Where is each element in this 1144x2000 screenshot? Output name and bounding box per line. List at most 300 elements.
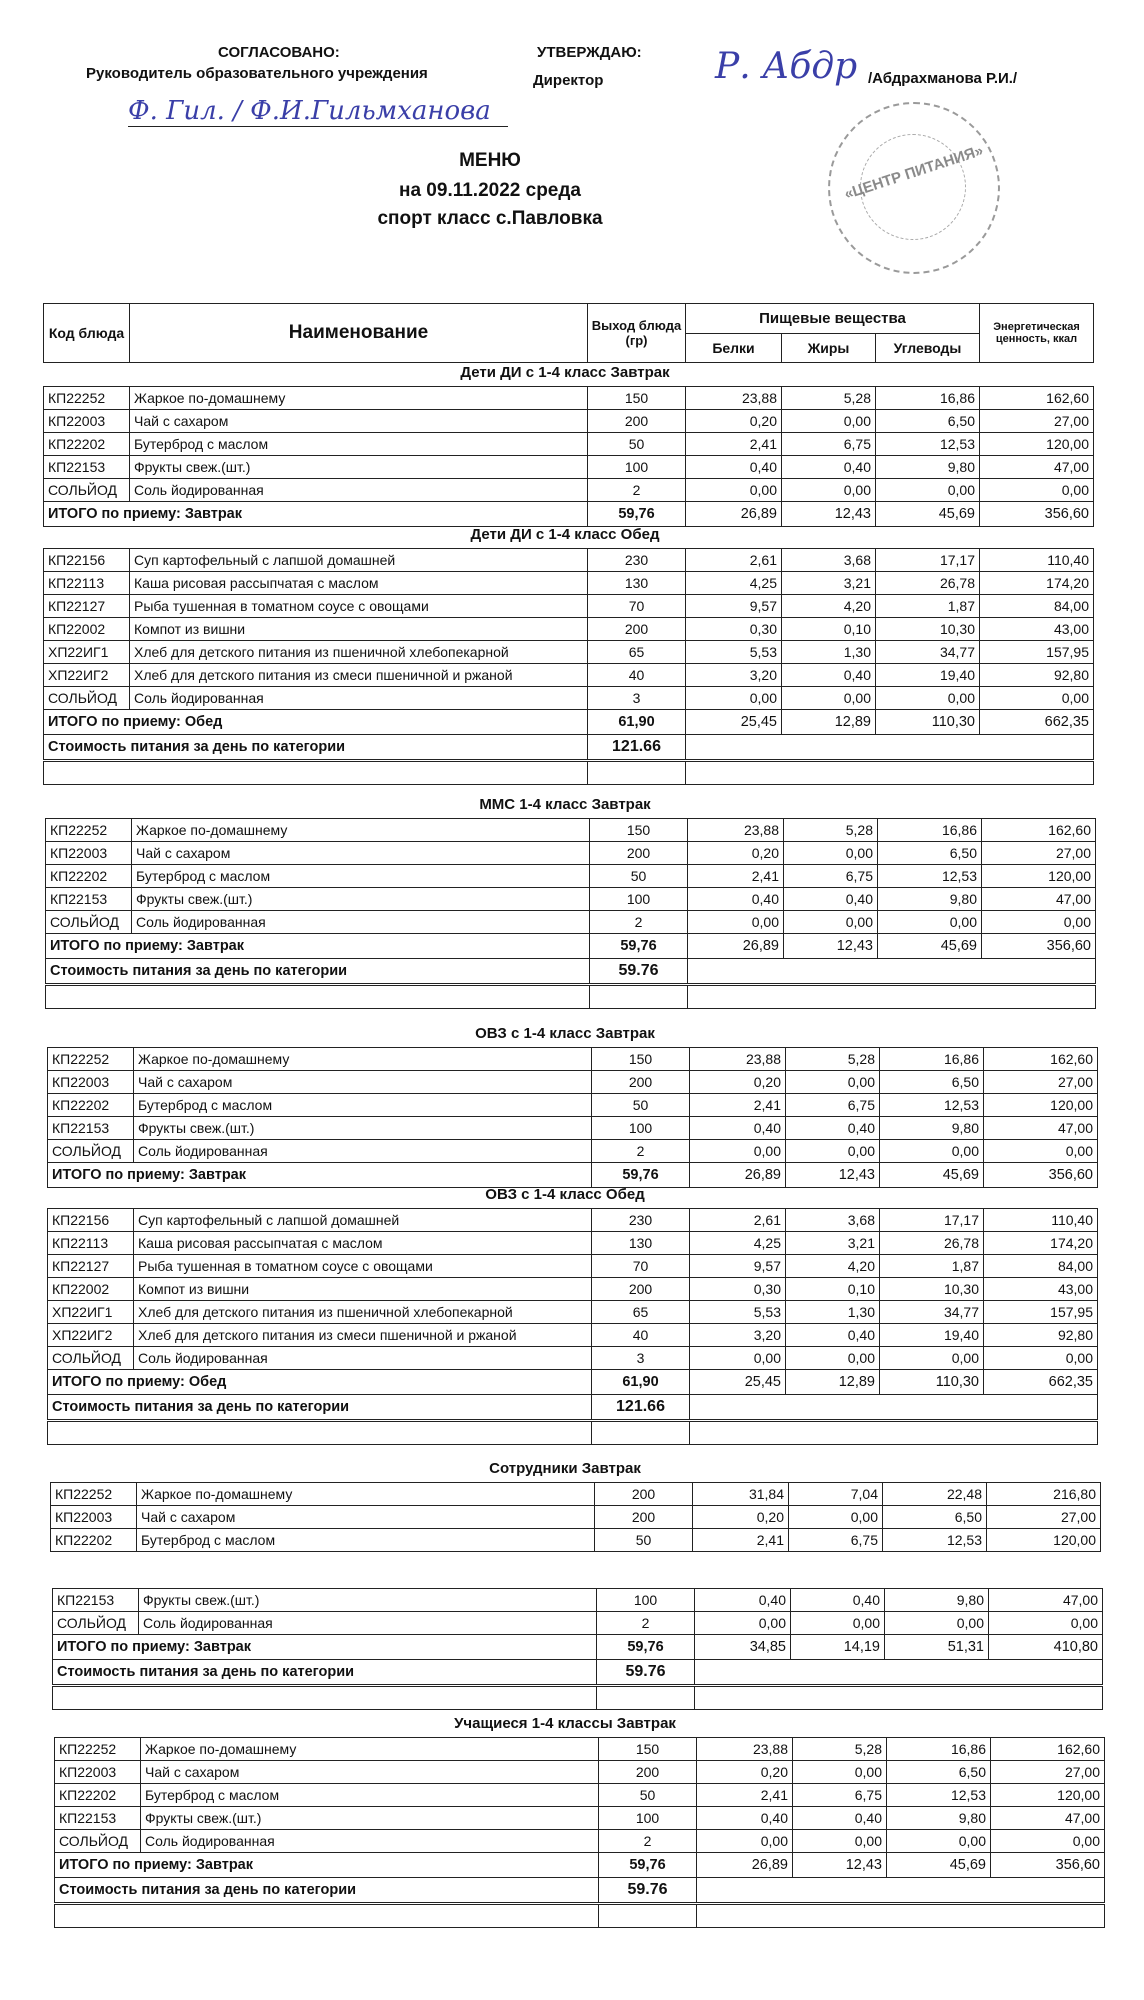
dish-carbs: 9,80 xyxy=(880,1117,984,1140)
dish-code: КП22153 xyxy=(55,1807,141,1830)
dish-code: СОЛЬЙОД xyxy=(48,1347,134,1370)
section-title: Дети ДИ с 1-4 класс Обед xyxy=(470,526,660,543)
dish-fat: 0,00 xyxy=(784,842,878,865)
dish-fat: 6,75 xyxy=(784,865,878,888)
dish-code: КП22153 xyxy=(46,888,132,911)
section-title: ММС 1-4 класс Завтрак xyxy=(479,796,651,813)
director-signature: Р. Абдр xyxy=(715,46,858,87)
total-protein: 26,89 xyxy=(690,1163,786,1188)
daily-cost-row xyxy=(46,959,1096,985)
total-energy: 356,60 xyxy=(991,1853,1105,1878)
dish-name: Соль йодированная xyxy=(132,911,590,934)
table-row xyxy=(46,911,1096,934)
table-row xyxy=(44,664,1094,687)
total-output: 59,76 xyxy=(588,502,686,527)
dish-name: Бутерброд с маслом xyxy=(130,433,588,456)
table-row xyxy=(48,1209,1098,1232)
dish-name: Жаркое по-домашнему xyxy=(130,387,588,410)
menu-class-location: спорт класс с.Павловка xyxy=(377,208,603,229)
total-energy: 356,60 xyxy=(984,1163,1098,1188)
total-protein: 26,89 xyxy=(697,1853,793,1878)
header-carbs: Углеводы xyxy=(876,334,980,363)
blank-cell xyxy=(55,1904,599,1928)
dish-carbs: 0,00 xyxy=(885,1612,989,1635)
dish-name: Хлеб для детского питания из пшеничной хлебопекарной xyxy=(130,641,588,664)
daily-cost-value: 59.76 xyxy=(599,1878,697,1904)
menu-table xyxy=(50,1482,1101,1552)
dish-protein: 0,30 xyxy=(686,618,782,641)
dish-energy: 110,40 xyxy=(980,549,1094,572)
dish-fat: 3,21 xyxy=(786,1232,880,1255)
total-label: ИТОГО по приему: Завтрак xyxy=(46,934,590,959)
table-row xyxy=(51,1483,1101,1506)
total-carbs: 51,31 xyxy=(885,1635,989,1660)
dish-fat: 1,30 xyxy=(786,1301,880,1324)
dish-name: Чай с сахаром xyxy=(132,842,590,865)
dish-energy: 216,80 xyxy=(987,1483,1101,1506)
daily-cost-empty xyxy=(688,959,1096,985)
dish-fat: 6,75 xyxy=(793,1784,887,1807)
header-fat: Жиры xyxy=(782,334,876,363)
dish-code: СОЛЬЙОД xyxy=(53,1612,139,1635)
dish-fat: 3,68 xyxy=(782,549,876,572)
table-row xyxy=(46,865,1096,888)
dish-carbs: 6,50 xyxy=(876,410,980,433)
dish-protein: 0,20 xyxy=(690,1071,786,1094)
dish-output: 2 xyxy=(590,911,688,934)
table-row xyxy=(44,618,1094,641)
dish-code: КП22252 xyxy=(44,387,130,410)
dish-output: 200 xyxy=(588,410,686,433)
table-row xyxy=(44,410,1094,433)
table-row xyxy=(48,1255,1098,1278)
dish-carbs: 26,78 xyxy=(876,572,980,595)
table-row xyxy=(53,1589,1103,1612)
dish-code: КП22202 xyxy=(46,865,132,888)
dish-energy: 0,00 xyxy=(984,1140,1098,1163)
blank-cell xyxy=(48,1421,592,1445)
dish-output: 3 xyxy=(592,1347,690,1370)
dish-code: КП22127 xyxy=(48,1255,134,1278)
dish-fat: 0,10 xyxy=(782,618,876,641)
dish-name: Соль йодированная xyxy=(134,1140,592,1163)
total-energy: 662,35 xyxy=(984,1370,1098,1395)
dish-name: Соль йодированная xyxy=(141,1830,599,1853)
table-row xyxy=(44,479,1094,502)
blank-cell xyxy=(53,1686,597,1710)
dish-fat: 0,10 xyxy=(786,1278,880,1301)
blank-row xyxy=(53,1686,1103,1710)
dish-protein: 23,88 xyxy=(688,819,784,842)
dish-code: КП22003 xyxy=(51,1506,137,1529)
dish-protein: 0,20 xyxy=(693,1506,789,1529)
dish-energy: 174,20 xyxy=(984,1232,1098,1255)
dish-name: Каша рисовая рассыпчатая с маслом xyxy=(134,1232,592,1255)
dish-output: 200 xyxy=(595,1483,693,1506)
dish-fat: 5,28 xyxy=(782,387,876,410)
dish-name: Соль йодированная xyxy=(130,687,588,710)
page-title: МЕНЮ xyxy=(459,150,521,171)
table-header xyxy=(43,303,1094,363)
stamp-text: «ЦЕНТР ПИТАНИЯ» xyxy=(842,142,986,203)
dish-name: Соль йодированная xyxy=(130,479,588,502)
menu-table xyxy=(43,548,1094,785)
dish-name: Жаркое по-домашнему xyxy=(132,819,590,842)
dish-output: 230 xyxy=(588,549,686,572)
dish-energy: 162,60 xyxy=(991,1738,1105,1761)
dish-name: Рыба тушенная в томатном соусе с овощами xyxy=(134,1255,592,1278)
dish-protein: 2,41 xyxy=(693,1529,789,1552)
dish-protein: 2,41 xyxy=(697,1784,793,1807)
dish-protein: 0,00 xyxy=(690,1140,786,1163)
daily-cost-row xyxy=(55,1878,1105,1904)
dish-output: 50 xyxy=(599,1784,697,1807)
dish-name: Чай с сахаром xyxy=(134,1071,592,1094)
dish-protein: 31,84 xyxy=(693,1483,789,1506)
total-row xyxy=(44,710,1094,735)
dish-output: 2 xyxy=(588,479,686,502)
blank-row xyxy=(46,985,1096,1009)
dish-carbs: 9,80 xyxy=(876,456,980,479)
total-label: ИТОГО по приему: Завтрак xyxy=(53,1635,597,1660)
table-row xyxy=(48,1048,1098,1071)
dish-code: КП22252 xyxy=(46,819,132,842)
dish-name: Каша рисовая рассыпчатая с маслом xyxy=(130,572,588,595)
total-carbs: 45,69 xyxy=(880,1163,984,1188)
dish-code: КП22113 xyxy=(44,572,130,595)
dish-carbs: 12,53 xyxy=(878,865,982,888)
dish-output: 150 xyxy=(592,1048,690,1071)
dish-fat: 0,40 xyxy=(784,888,878,911)
dish-output: 130 xyxy=(588,572,686,595)
dish-name: Фрукты свеж.(шт.) xyxy=(132,888,590,911)
total-fat: 12,89 xyxy=(782,710,876,735)
dish-protein: 0,30 xyxy=(690,1278,786,1301)
total-label: ИТОГО по приему: Завтрак xyxy=(44,502,588,527)
dish-energy: 27,00 xyxy=(984,1071,1098,1094)
blank-cell xyxy=(588,761,686,785)
blank-row xyxy=(44,761,1094,785)
menu-table xyxy=(45,818,1096,1009)
agreed-signature: Ф. Гил. / Ф.И.Гильмханова xyxy=(128,96,508,127)
menu-table xyxy=(47,1208,1098,1445)
blank-cell xyxy=(599,1904,697,1928)
table-row xyxy=(48,1301,1098,1324)
total-fat: 14,19 xyxy=(791,1635,885,1660)
total-carbs: 45,69 xyxy=(887,1853,991,1878)
blank-row xyxy=(48,1421,1098,1445)
dish-carbs: 6,50 xyxy=(887,1761,991,1784)
table-row xyxy=(51,1529,1101,1552)
dish-output: 200 xyxy=(588,618,686,641)
dish-output: 50 xyxy=(590,865,688,888)
table-row xyxy=(48,1347,1098,1370)
daily-cost-value: 59.76 xyxy=(590,959,688,985)
dish-carbs: 34,77 xyxy=(876,641,980,664)
table-row xyxy=(44,549,1094,572)
dish-protein: 0,40 xyxy=(697,1807,793,1830)
dish-energy: 157,95 xyxy=(980,641,1094,664)
blank-cell xyxy=(690,1421,1098,1445)
dish-output: 200 xyxy=(595,1506,693,1529)
dish-energy: 0,00 xyxy=(980,479,1094,502)
dish-carbs: 16,86 xyxy=(887,1738,991,1761)
agreed-label: СОГЛАСОВАНО: xyxy=(218,44,340,61)
dish-fat: 0,00 xyxy=(786,1347,880,1370)
total-row xyxy=(55,1853,1105,1878)
dish-energy: 162,60 xyxy=(982,819,1096,842)
dish-fat: 3,68 xyxy=(786,1209,880,1232)
blank-cell xyxy=(592,1421,690,1445)
dish-energy: 0,00 xyxy=(980,687,1094,710)
total-energy: 356,60 xyxy=(980,502,1094,527)
dish-name: Рыба тушенная в томатном соусе с овощами xyxy=(130,595,588,618)
dish-carbs: 22,48 xyxy=(883,1483,987,1506)
daily-cost-value: 121.66 xyxy=(588,735,686,761)
dish-energy: 27,00 xyxy=(980,410,1094,433)
dish-fat: 0,00 xyxy=(782,410,876,433)
dish-energy: 0,00 xyxy=(989,1612,1103,1635)
dish-protein: 0,40 xyxy=(695,1589,791,1612)
total-label: ИТОГО по приему: Обед xyxy=(48,1370,592,1395)
total-protein: 26,89 xyxy=(686,502,782,527)
dish-code: КП22202 xyxy=(44,433,130,456)
total-energy: 410,80 xyxy=(989,1635,1103,1660)
dish-fat: 0,00 xyxy=(786,1140,880,1163)
dish-fat: 0,00 xyxy=(789,1506,883,1529)
total-protein: 25,45 xyxy=(686,710,782,735)
dish-energy: 27,00 xyxy=(982,842,1096,865)
table-row xyxy=(55,1830,1105,1853)
dish-name: Суп картофельный с лапшой домашней xyxy=(134,1209,592,1232)
dish-energy: 157,95 xyxy=(984,1301,1098,1324)
table-row xyxy=(55,1761,1105,1784)
dish-fat: 5,28 xyxy=(793,1738,887,1761)
dish-name: Жаркое по-домашнему xyxy=(141,1738,599,1761)
dish-protein: 3,20 xyxy=(686,664,782,687)
dish-energy: 84,00 xyxy=(980,595,1094,618)
dish-code: КП22002 xyxy=(44,618,130,641)
table-row xyxy=(44,387,1094,410)
dish-protein: 0,40 xyxy=(690,1117,786,1140)
dish-energy: 27,00 xyxy=(987,1506,1101,1529)
table-row xyxy=(46,888,1096,911)
dish-name: Фрукты свеж.(шт.) xyxy=(134,1117,592,1140)
dish-code: КП22202 xyxy=(55,1784,141,1807)
dish-carbs: 6,50 xyxy=(883,1506,987,1529)
dish-protein: 0,00 xyxy=(686,687,782,710)
dish-name: Соль йодированная xyxy=(139,1612,597,1635)
dish-code: КП22003 xyxy=(48,1071,134,1094)
dish-name: Чай с сахаром xyxy=(130,410,588,433)
dish-energy: 47,00 xyxy=(982,888,1096,911)
dish-carbs: 12,53 xyxy=(887,1784,991,1807)
dish-energy: 0,00 xyxy=(991,1830,1105,1853)
table-row xyxy=(48,1140,1098,1163)
dish-code: КП22202 xyxy=(48,1094,134,1117)
table-row xyxy=(44,595,1094,618)
dish-carbs: 1,87 xyxy=(876,595,980,618)
dish-code: КП22002 xyxy=(48,1278,134,1301)
total-carbs: 110,30 xyxy=(876,710,980,735)
total-energy: 662,35 xyxy=(980,710,1094,735)
dish-energy: 43,00 xyxy=(984,1278,1098,1301)
dish-protein: 2,41 xyxy=(690,1094,786,1117)
dish-protein: 0,40 xyxy=(686,456,782,479)
dish-energy: 110,40 xyxy=(984,1209,1098,1232)
dish-output: 100 xyxy=(592,1117,690,1140)
dish-carbs: 12,53 xyxy=(876,433,980,456)
dish-name: Бутерброд с маслом xyxy=(141,1784,599,1807)
dish-name: Фрукты свеж.(шт.) xyxy=(141,1807,599,1830)
table-row xyxy=(44,456,1094,479)
dish-energy: 27,00 xyxy=(991,1761,1105,1784)
dish-carbs: 17,17 xyxy=(880,1209,984,1232)
dish-carbs: 17,17 xyxy=(876,549,980,572)
dish-name: Компот из вишни xyxy=(130,618,588,641)
dish-fat: 3,21 xyxy=(782,572,876,595)
dish-energy: 47,00 xyxy=(980,456,1094,479)
dish-protein: 5,53 xyxy=(690,1301,786,1324)
dish-fat: 6,75 xyxy=(782,433,876,456)
blank-cell xyxy=(686,761,1094,785)
daily-cost-label: Стоимость питания за день по категории xyxy=(46,959,590,985)
dish-carbs: 26,78 xyxy=(880,1232,984,1255)
dish-protein: 2,61 xyxy=(690,1209,786,1232)
daily-cost-value: 121.66 xyxy=(592,1395,690,1421)
total-fat: 12,43 xyxy=(784,934,878,959)
dish-fat: 5,28 xyxy=(784,819,878,842)
dish-energy: 0,00 xyxy=(984,1347,1098,1370)
header-protein: Белки xyxy=(686,334,782,363)
dish-output: 150 xyxy=(599,1738,697,1761)
dish-fat: 0,00 xyxy=(782,687,876,710)
dish-energy: 162,60 xyxy=(980,387,1094,410)
total-label: ИТОГО по приему: Завтрак xyxy=(55,1853,599,1878)
total-fat: 12,43 xyxy=(782,502,876,527)
dish-name: Жаркое по-домашнему xyxy=(134,1048,592,1071)
dish-output: 130 xyxy=(592,1232,690,1255)
table-row xyxy=(48,1232,1098,1255)
dish-protein: 3,20 xyxy=(690,1324,786,1347)
daily-cost-row xyxy=(44,735,1094,761)
blank-cell xyxy=(697,1904,1105,1928)
dish-output: 40 xyxy=(592,1324,690,1347)
dish-code: СОЛЬЙОД xyxy=(55,1830,141,1853)
total-fat: 12,43 xyxy=(793,1853,887,1878)
total-label: ИТОГО по приему: Обед xyxy=(44,710,588,735)
dish-fat: 0,40 xyxy=(786,1324,880,1347)
dish-code: КП22202 xyxy=(51,1529,137,1552)
dish-energy: 120,00 xyxy=(984,1094,1098,1117)
dish-carbs: 19,40 xyxy=(880,1324,984,1347)
blank-cell xyxy=(688,985,1096,1009)
dish-energy: 120,00 xyxy=(987,1529,1101,1552)
total-protein: 26,89 xyxy=(688,934,784,959)
daily-cost-row xyxy=(48,1395,1098,1421)
dish-carbs: 19,40 xyxy=(876,664,980,687)
dish-protein: 23,88 xyxy=(697,1738,793,1761)
dish-code: КП22153 xyxy=(48,1117,134,1140)
header-name: Наименование xyxy=(130,304,588,363)
dish-carbs: 9,80 xyxy=(885,1589,989,1612)
dish-energy: 162,60 xyxy=(984,1048,1098,1071)
daily-cost-label: Стоимость питания за день по категории xyxy=(53,1660,597,1686)
dish-energy: 0,00 xyxy=(982,911,1096,934)
dish-code: КП22156 xyxy=(44,549,130,572)
dish-name: Бутерброд с маслом xyxy=(137,1529,595,1552)
dish-output: 3 xyxy=(588,687,686,710)
total-fat: 12,89 xyxy=(786,1370,880,1395)
blank-row xyxy=(55,1904,1105,1928)
dish-output: 65 xyxy=(588,641,686,664)
dish-energy: 47,00 xyxy=(984,1117,1098,1140)
dish-protein: 0,00 xyxy=(686,479,782,502)
dish-protein: 0,00 xyxy=(697,1830,793,1853)
dish-carbs: 0,00 xyxy=(876,687,980,710)
dish-protein: 0,00 xyxy=(690,1347,786,1370)
dish-code: КП22003 xyxy=(55,1761,141,1784)
dish-output: 100 xyxy=(588,456,686,479)
dish-code: ХП22ИГ1 xyxy=(48,1301,134,1324)
dish-code: СОЛЬЙОД xyxy=(46,911,132,934)
dish-output: 100 xyxy=(599,1807,697,1830)
dish-code: СОЛЬЙОД xyxy=(44,479,130,502)
dish-protein: 2,41 xyxy=(688,865,784,888)
dish-name: Компот из вишни xyxy=(134,1278,592,1301)
dish-carbs: 9,80 xyxy=(878,888,982,911)
daily-cost-label: Стоимость питания за день по категории xyxy=(55,1878,599,1904)
menu-date: на 09.11.2022 среда xyxy=(398,180,581,201)
blank-cell xyxy=(695,1686,1103,1710)
menu-table xyxy=(54,1737,1105,1928)
dish-output: 2 xyxy=(592,1140,690,1163)
total-energy: 356,60 xyxy=(982,934,1096,959)
dish-fat: 0,40 xyxy=(791,1589,885,1612)
dish-output: 2 xyxy=(599,1830,697,1853)
total-carbs: 45,69 xyxy=(878,934,982,959)
table-row xyxy=(44,641,1094,664)
dish-energy: 120,00 xyxy=(991,1784,1105,1807)
dish-code: КП22003 xyxy=(46,842,132,865)
dish-code: КП22003 xyxy=(44,410,130,433)
dish-output: 200 xyxy=(592,1071,690,1094)
dish-carbs: 6,50 xyxy=(880,1071,984,1094)
dish-output: 100 xyxy=(590,888,688,911)
dish-carbs: 0,00 xyxy=(880,1140,984,1163)
total-protein: 25,45 xyxy=(690,1370,786,1395)
dish-carbs: 10,30 xyxy=(876,618,980,641)
total-output: 61,90 xyxy=(588,710,686,735)
dish-code: КП22252 xyxy=(55,1738,141,1761)
daily-cost-empty xyxy=(697,1878,1105,1904)
dish-protein: 23,88 xyxy=(686,387,782,410)
dish-output: 150 xyxy=(588,387,686,410)
total-row xyxy=(44,502,1094,527)
dish-code: КП22153 xyxy=(53,1589,139,1612)
section-title: ОВЗ с 1-4 класс Завтрак xyxy=(475,1025,655,1042)
dish-energy: 47,00 xyxy=(989,1589,1103,1612)
dish-energy: 47,00 xyxy=(991,1807,1105,1830)
dish-protein: 5,53 xyxy=(686,641,782,664)
dish-fat: 0,00 xyxy=(786,1071,880,1094)
dish-fat: 0,40 xyxy=(782,664,876,687)
dish-code: СОЛЬЙОД xyxy=(48,1140,134,1163)
dish-output: 50 xyxy=(595,1529,693,1552)
daily-cost-label: Стоимость питания за день по категории xyxy=(44,735,588,761)
dish-fat: 4,20 xyxy=(786,1255,880,1278)
total-row xyxy=(46,934,1096,959)
